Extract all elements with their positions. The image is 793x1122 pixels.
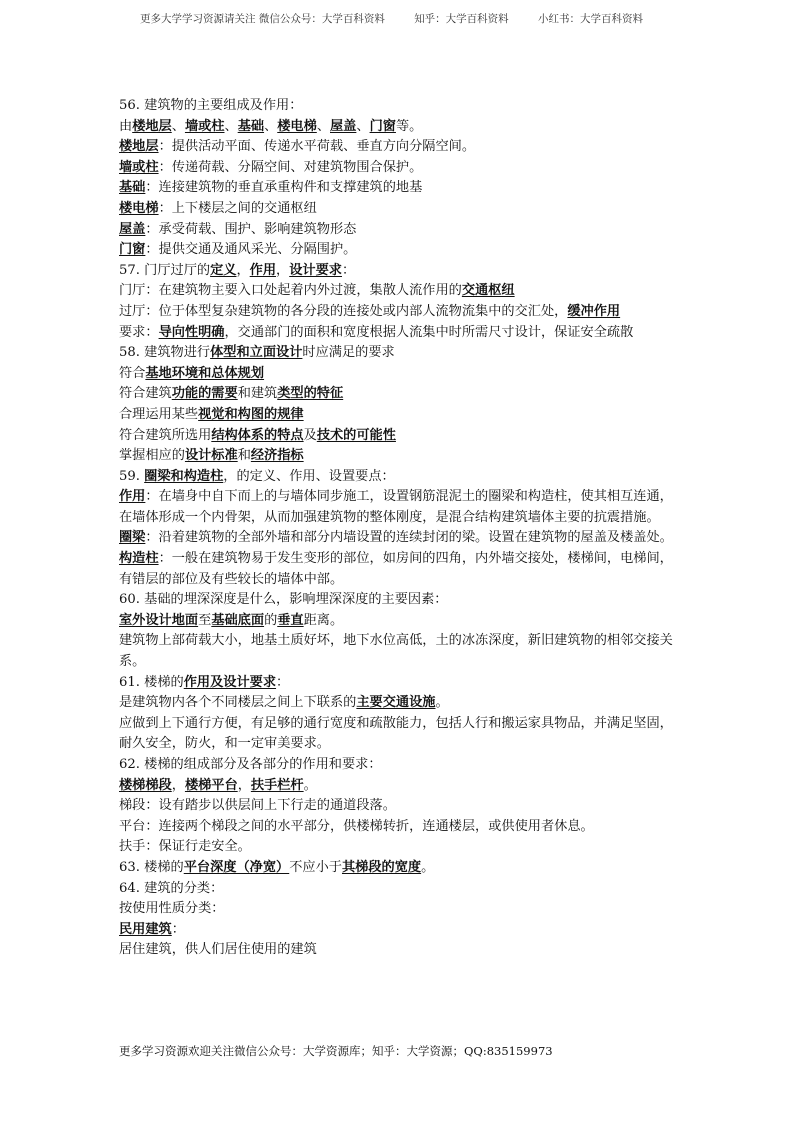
text-run: 合理运用某些 [119, 406, 199, 422]
text-line [119, 384, 679, 405]
text-line [119, 261, 679, 282]
text-line [119, 817, 679, 838]
emphasized-term: 经济指标 [250, 448, 304, 464]
text-line [119, 281, 679, 302]
text-run: 建筑物上部荷载大小，地基土质好坏，地下水位高低，土的冰冻深度，新旧建筑物的相邻交接关系。 [119, 633, 673, 670]
header-xiaohongshu: 小红书：大学百科资料 [538, 13, 644, 25]
text-run: 59. [119, 468, 145, 484]
text-run: 过厅：位于体型复杂建筑物的各分段的连接处或内部人流物流集中的交汇处， [119, 303, 568, 319]
text-line [119, 199, 679, 220]
text-line [119, 755, 679, 776]
text-run: 是建筑物内各个不同楼层之间上下联系的 [119, 695, 357, 711]
text-run: 时应满足的要求 [302, 345, 395, 361]
text-run: 掌握相应的 [119, 448, 185, 464]
emphasized-term: 作用及设计要求 [183, 674, 277, 690]
text-run: 等。 [395, 118, 423, 134]
document-body [119, 96, 679, 961]
text-line [119, 96, 679, 117]
emphasized-term: 平台深度（净宽） [183, 859, 290, 875]
emphasized-term: 门窗 [119, 242, 146, 258]
text-line [119, 487, 679, 528]
text-run: 56. 建筑物的主要组成及作用： [119, 98, 303, 113]
text-line [119, 549, 679, 590]
emphasized-term: 构造柱 [119, 551, 159, 567]
text-run: 应做到上下通行方便，有足够的通行宽度和疏散能力，包括人行和搬运家具物品，并满足坚固，耐久安全，防火，和一定审美要求。 [119, 715, 673, 752]
text-run: 及 [303, 427, 317, 443]
emphasized-term: 功能的需要 [171, 386, 238, 402]
text-run: 63. 楼梯的 [119, 859, 184, 875]
text-line [119, 364, 679, 385]
emphasized-term: 导向性明确 [158, 324, 225, 340]
emphasized-term: 类型的特征 [277, 386, 344, 402]
text-run: 。 [421, 859, 435, 875]
text-run: 要求： [119, 324, 159, 340]
text-line [119, 673, 679, 694]
text-line [119, 405, 679, 426]
text-run: ， [236, 262, 250, 278]
emphasized-term: 基础 [119, 180, 146, 196]
text-run: 64. 建筑的分类： [119, 880, 224, 896]
text-line [119, 220, 679, 241]
text-run: 符合建筑 [119, 386, 172, 402]
emphasized-term: 结构体系的特点 [211, 427, 304, 443]
emphasized-term: 作用 [119, 489, 146, 505]
text-run: 梯段：设有踏步以供层间上下行走的通道段落。 [119, 798, 396, 814]
emphasized-term: 屋盖 [119, 221, 146, 237]
emphasized-term: 门窗 [369, 118, 396, 134]
text-run: 由 [119, 118, 133, 134]
emphasized-term: 屋盖 [330, 118, 357, 134]
text-line [119, 714, 679, 755]
text-run: 、 [264, 118, 278, 134]
emphasized-term: 交通枢纽 [461, 283, 515, 299]
emphasized-term: 圈梁和构造柱 [144, 468, 224, 484]
text-run: ，交通部门的面积和宽度根据人流集中时所需尺寸设计，保证安全疏散 [224, 324, 634, 340]
emphasized-term: 设计要求 [289, 262, 342, 278]
text-run: 61. 楼梯的 [119, 674, 184, 690]
header-wechat: 更多大学学习资源请关注 微信公众号：大学百科资料 [140, 13, 385, 25]
emphasized-term: 基础底面 [211, 612, 265, 628]
text-run: 57. 门厅过厅的 [119, 262, 211, 278]
text-run: 、 [316, 118, 330, 134]
emphasized-term: 基础 [237, 118, 265, 134]
text-line [119, 178, 679, 199]
text-line [119, 693, 679, 714]
emphasized-term: 技术的可能性 [316, 427, 396, 443]
text-run: 。 [303, 777, 317, 793]
emphasized-term: 垂直 [277, 612, 304, 628]
text-run: 扶手：保证行走安全。 [119, 839, 251, 855]
text-run: 、 [224, 118, 238, 134]
text-run: 符合 [119, 365, 146, 381]
emphasized-term: 基地环境和总体规划 [145, 365, 265, 381]
text-run: 、 [356, 118, 370, 134]
text-line [119, 240, 679, 261]
text-run: ：提供交通及通风采光、分隔围护。 [145, 242, 357, 258]
emphasized-term: 楼电梯 [277, 118, 317, 134]
text-run: ：沿着建筑物的全部外墙和部分内墙设置的连续封闭的梁。设置在建筑物的屋盖及楼盖处。 [145, 530, 673, 546]
text-line [119, 920, 679, 941]
text-line [119, 858, 679, 879]
text-run: ， [171, 777, 185, 793]
text-run: 按使用性质分类： [119, 901, 225, 917]
text-run: 门厅：在建筑物主要入口处起着内外过渡，集散人流作用的 [119, 283, 462, 299]
header-zhihu: 知乎：大学百科资料 [414, 13, 509, 25]
text-run: ：连接建筑物的垂直承重构件和支撑建筑的地基 [145, 180, 423, 196]
emphasized-term: 扶手栏杆 [250, 777, 304, 793]
text-line [119, 879, 679, 900]
emphasized-term: 设计标准 [184, 448, 238, 464]
text-run: 至 [198, 612, 212, 628]
text-run: ：承受荷载、围护、影响建筑物形态 [145, 221, 357, 237]
emphasized-term: 作用 [249, 262, 277, 278]
emphasized-term: 主要交通设施 [356, 695, 436, 711]
text-run: 62. 楼梯的组成部分及各部分的作用和要求： [119, 757, 382, 772]
text-line [119, 776, 679, 797]
text-run: ， [276, 262, 290, 278]
emphasized-term: 墙或柱 [119, 159, 159, 175]
text-line [119, 467, 679, 488]
text-run: ：传递荷载、分隔空间、对建筑物围合保护。 [158, 159, 423, 175]
emphasized-term: 楼电梯 [119, 200, 159, 216]
text-run: 58. 建筑物进行 [119, 345, 211, 361]
text-line [119, 940, 679, 961]
text-line [119, 302, 679, 323]
emphasized-term: 墙或柱 [184, 118, 225, 134]
text-run: 、 [171, 118, 185, 134]
page-header [140, 11, 669, 26]
text-run: ：一般在建筑物易于发生变形的部位，如房间的四角，内外墙交接处，楼梯间，电梯间，有错层的部位及有些较长的墙体中部。 [119, 551, 673, 587]
emphasized-term: 楼地层 [132, 118, 172, 134]
emphasized-term: 楼梯平台 [184, 777, 238, 793]
text-line [119, 837, 679, 858]
text-line [119, 528, 679, 549]
page-footer: 更多学习资源欢迎关注微信公众号：大学资源库；知乎：大学资源；QQ:835159973 [119, 1044, 553, 1058]
emphasized-term: 楼梯梯段 [119, 777, 172, 793]
text-run: ：提供活动平面、传递水平荷载、垂直方向分隔空间。 [158, 139, 476, 155]
text-line [119, 343, 679, 364]
emphasized-term: 视觉和构图的规律 [198, 406, 304, 422]
text-line [119, 611, 679, 632]
emphasized-term: 室外设计地面 [119, 612, 199, 628]
text-run: 和 [237, 448, 251, 464]
emphasized-term: 民用建筑 [119, 921, 172, 937]
text-line [119, 323, 679, 344]
text-line [119, 117, 679, 138]
emphasized-term: 其梯段的宽度 [341, 859, 422, 875]
text-line [119, 899, 679, 920]
text-line [119, 446, 679, 467]
text-run: ， [237, 777, 251, 793]
text-run: 不应小于 [289, 859, 342, 875]
emphasized-term: 定义 [210, 262, 237, 278]
text-run: 平台：连接两个梯段之间的水平部分，供楼梯转折，连通楼层，或供使用者休息。 [119, 818, 594, 834]
emphasized-term: 楼地层 [119, 139, 159, 155]
text-run: 符合建筑所选用 [119, 427, 212, 443]
emphasized-term: 缓冲作用 [567, 303, 621, 319]
text-run: 居住建筑，供人们居住使用的建筑 [119, 942, 317, 958]
text-line [119, 137, 679, 158]
text-run: ： [341, 262, 356, 278]
text-line [119, 426, 679, 447]
text-line [119, 631, 679, 672]
text-line [119, 590, 679, 611]
text-run: 。 [435, 695, 449, 711]
text-run: ：在墙身中自下而上的与墙体同步施工，设置钢筋混泥土的圈梁和构造柱，使其相互连通，在墙体形成一个内骨架，从而加强建筑物的整体刚度，是混合结构建筑墙体主要的抗震措施。 [119, 489, 673, 525]
text-run: 距离。 [303, 612, 344, 628]
text-run: 的 [264, 612, 278, 628]
text-run: 和建筑 [237, 386, 278, 402]
text-line [119, 158, 679, 179]
text-run: 60. 基础的埋深深度是什么，影响埋深深度的主要因素： [119, 592, 448, 608]
emphasized-term: 圈梁 [119, 530, 146, 546]
text-run: ： [171, 921, 185, 937]
text-run: ：上下楼层之间的交通枢纽 [158, 200, 317, 216]
text-run: ： [276, 674, 290, 690]
text-line [119, 796, 679, 817]
emphasized-term: 体型和立面设计 [210, 345, 303, 361]
text-run: ，的定义、作用、设置要点： [223, 468, 395, 484]
